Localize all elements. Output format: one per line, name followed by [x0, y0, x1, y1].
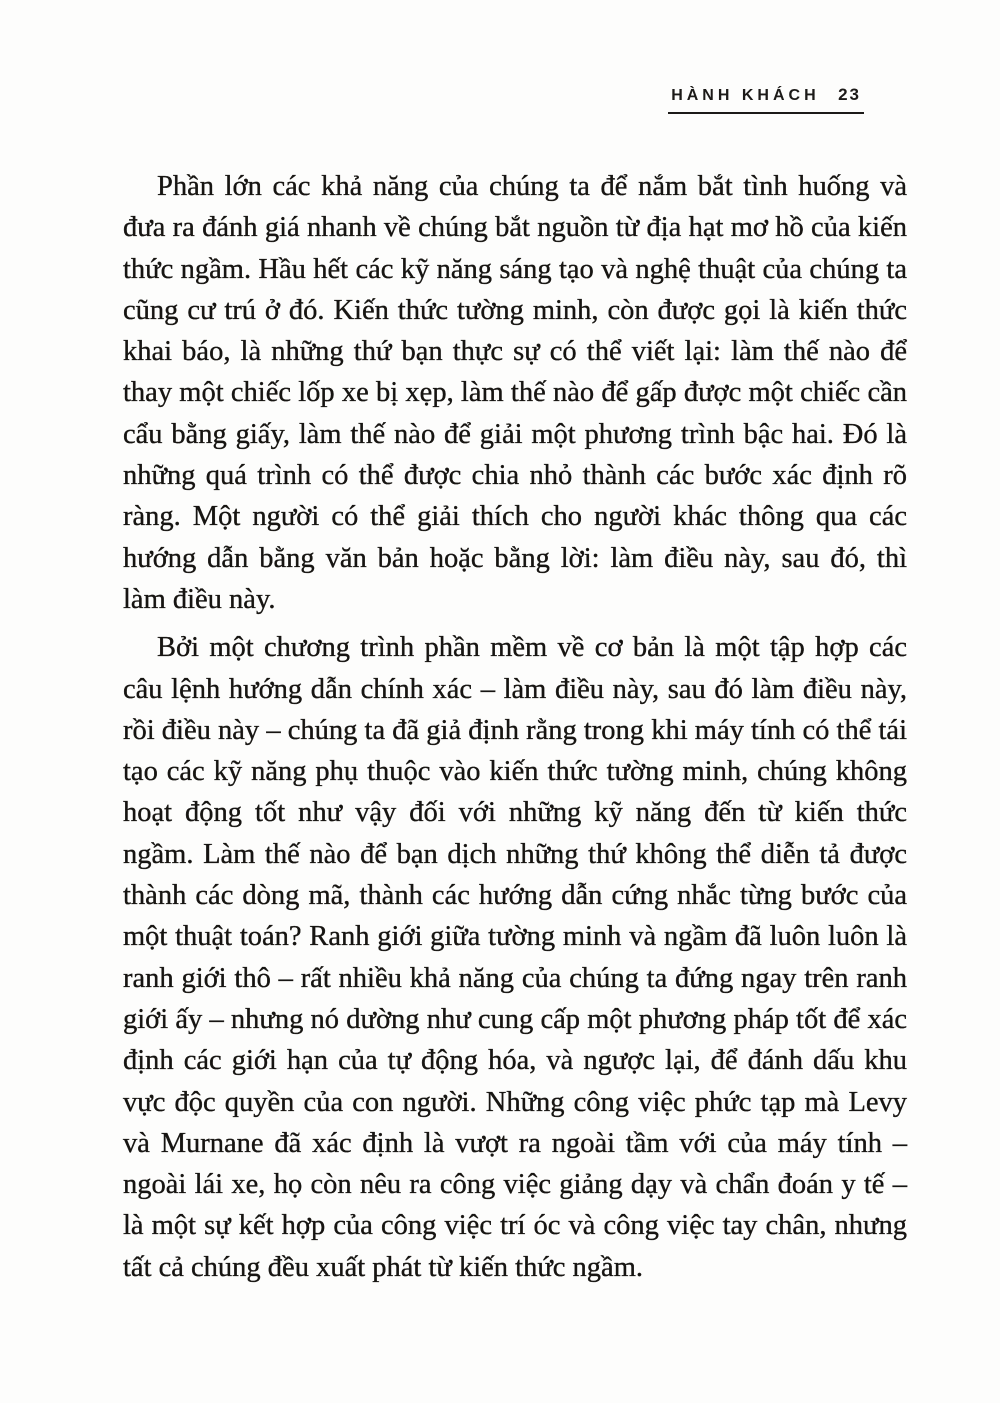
paragraph-1: Phần lớn các khả năng của chúng ta để nắm bắt tình huống và đưa ra đánh giá nhanh về chúng bắt nguồn từ địa hạt mơ hồ của kiến thức ngầm. Hầu hết các kỹ năng sáng tạo và nghệ thuật của chúng ta cũng cư trú ở đó. Kiến thức tường minh, còn được gọi là kiến thức khai báo, là những thứ bạn thực sự có thể viết lại: làm thế nào để thay một chiếc lốp xe bị xẹp, làm thế nào để gấp được một chiếc cần cẩu bằng giấy, làm thế nào để giải một phương trình bậc hai. Đó là những quá trình có thể được chia nhỏ thành các bước xác định rõ ràng. Một người có thể giải thích cho người khác thông qua các hướng dẫn bằng văn bản hoặc bằng lời: làm điều này, sau đó, thì làm điều này.	[123, 171, 907, 615]
page-number: 23	[838, 85, 861, 104]
text-block	[123, 166, 907, 1288]
paragraph-2: Bởi một chương trình phần mềm về cơ bản là một tập hợp các câu lệnh hướng dẫn chính xác – làm điều này, sau đó làm điều này, rồi điều này – chúng ta đã giả định rằng trong khi máy tính có thể tái tạo các kỹ năng phụ thuộc vào kiến thức tường minh, chúng không hoạt động tốt như vậy đối với những kỹ năng đến từ kiến thức ngầm. Làm thế nào để bạn dịch những thứ không thể diễn tả được thành các dòng mã, thành các hướng dẫn cứng nhắc từng bước của một thuật toán? Ranh giới giữa tường minh và ngầm đã luôn luôn là ranh giới thô – rất nhiều khả năng của chúng ta đứng ngay trên ranh giới ấy – nhưng nó dường như cung cấp một phương pháp tốt để xác định các giới hạn của tự động hóa, và ngược lại, để đánh dấu khu vực độc quyền của con người. Những công việc phức tạp mà Levy và Murnane đã xác định là vượt ra ngoài tầm với của máy tính – ngoài lái xe, họ còn nêu ra công việc giảng dạy và chẩn đoán y tế – là một sự kết hợp của công việc trí óc và công việc tay chân, nhưng tất cả chúng đều xuất phát từ kiến thức ngầm.	[123, 632, 907, 1283]
chapter-title: HÀNH KHÁCH	[671, 87, 820, 104]
running-head	[668, 85, 864, 114]
